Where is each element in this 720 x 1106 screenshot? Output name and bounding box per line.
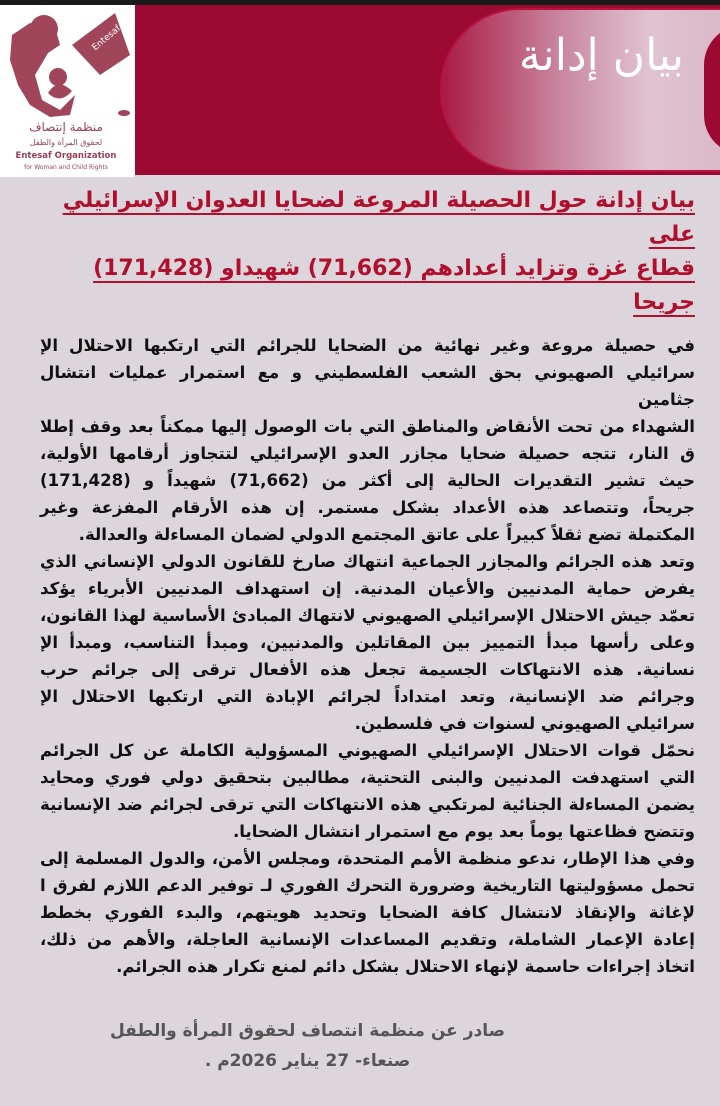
paragraph-line: ق النار، تتجه حصيلة ضحايا مجازر العدو الإسرائيلي لتتجاوز أرقامها الأولية، (40, 444, 695, 463)
paragraph-line: وتعد هذه الجرائم والمجازر الجماعية انتهاك صارخ للقانون الدولي الإنساني الذي (40, 552, 695, 571)
paragraph-line: وتتضح فظاعتها يوماً بعد يوم مع استمرار انتشال الضحايا. (232, 822, 695, 841)
document-footer (40, 1016, 695, 1076)
paragraph-line: سرائيلي الصهيوني بحق الشعب الفلسطيني و مع استمرار عمليات انتشال جثامين (40, 363, 695, 409)
paragraph-line: جريحاً، وتتصاعد هذه الأعداد بشكل مستمر. إن هذه الأرقام المفزعة وغير (40, 498, 695, 517)
logo-subtitle-en: for Woman and Child Rights (24, 164, 108, 171)
paragraph-line: في حصيلة مروعة وغير نهائية من الضحايا للجرائم التي ارتكبها الاحتلال الإ (40, 336, 695, 355)
paragraph-line: وجرائم ضد الإنسانية، وتعد امتداداً لجرائم الإبادة التي ارتكبها الاحتلال الإ (40, 687, 695, 706)
logo-name-ar: منظمة إنتصاف (29, 120, 103, 134)
paragraph-line: لإغاثة والإنقاذ لانتشال كافة الضحايا وتحديد هويتهم، والبدء الفوري بخطط (40, 903, 695, 922)
paragraph-line: تعمّد جيش الاحتلال الإسرائيلي الصهيوني لانتهاك المبادئ الأساسية لهذا القانون، (40, 606, 695, 625)
paragraph (40, 737, 695, 845)
paragraph-line: التي استهدفت المدنيين والبنى التحتية، مطالبين بتحقيق دولي فوري ومحايد (40, 768, 695, 787)
logo-badge-text: Entesaf (90, 23, 123, 54)
title-line: قطاع غزة وتزايد أعدادهم (71,662) شهيداو (171,428) جريحا (93, 256, 695, 315)
paragraph (40, 332, 695, 548)
document-body (40, 332, 695, 980)
paragraph (40, 548, 695, 737)
paragraph-line: إعادة الإعمار الشاملة، وتقديم المساعدات الإنسانية العاجلة، والأهم من ذلك، (40, 930, 695, 949)
paragraph-line: يضمن المساءلة الجنائية لمرتكبي هذه الانتهاكات التي ترقى لجرائم ضد الإنسانية (40, 795, 695, 814)
paragraph-line: نسانية. هذه الانتهاكات الجسيمة تجعل هذه الأفعال ترقى إلى جرائم حرب (40, 660, 695, 679)
title-line: بيان إدانة حول الحصيلة المروعة لضحايا العدوان الإسرائيلي على (62, 188, 695, 247)
paragraph-line: نحمّل قوات الاحتلال الإسرائيلي الصهيوني المسؤولية الكاملة عن كل الجرائم (40, 741, 695, 760)
paragraph-line: الشهداء من تحت الأنقاض والمناطق التي بات الوصول إليها ممكناً بعد وقف إطلا (40, 417, 695, 436)
paragraph-line: وعلى رأسها مبدأ التمييز بين المقاتلين والمدنيين، ومبدأ التناسب، ومبدأ الإ (40, 633, 695, 652)
document-title (40, 184, 695, 320)
date-line: صنعاء- 27 يناير 2026م . (204, 1051, 411, 1071)
paragraph-line: يفرض حماية المدنيين والأعيان المدنية. إن استهداف المدنيين الأبرياء يؤكد (40, 579, 695, 598)
paragraph-line: اتخاذ إجراءات حاسمة لإنهاء الاحتلال بشكل دائم لمنع تكرار هذه الجرائم. (116, 957, 695, 976)
paragraph-line: تحمل مسؤوليتها التاريخية وضرورة التحرك الفوري لـ توفير الدعم اللازم لفرق ا (40, 876, 695, 895)
paragraph-line: سرائيلي الصهيوني لسنوات في فلسطين. (354, 714, 695, 733)
paragraph-line: المكتملة تضع ثقلاً كبيراً على عاتق المجتمع الدولي لضمان المساءلة والعدالة. (78, 525, 695, 544)
banner-title: بيان إدانة (518, 30, 684, 81)
paragraph-line: وفي هذا الإطار، ندعو منظمة الأمم المتحدة، ومجلس الأمن، والدول المسلمة إلى (40, 849, 695, 868)
logo-name-en: Entesaf Organization (15, 151, 117, 161)
paragraph (40, 845, 695, 980)
issuer-line: صادر عن منظمة انتصاف لحقوق المرأة والطفل (109, 1021, 506, 1041)
logo-subtitle-ar: لحقوق المرأة والطفل (29, 138, 103, 147)
paragraph-line: حيث تشير التقديرات الحالية إلى أكثر من (71,662) شهيداً و (171,428) (40, 471, 695, 490)
